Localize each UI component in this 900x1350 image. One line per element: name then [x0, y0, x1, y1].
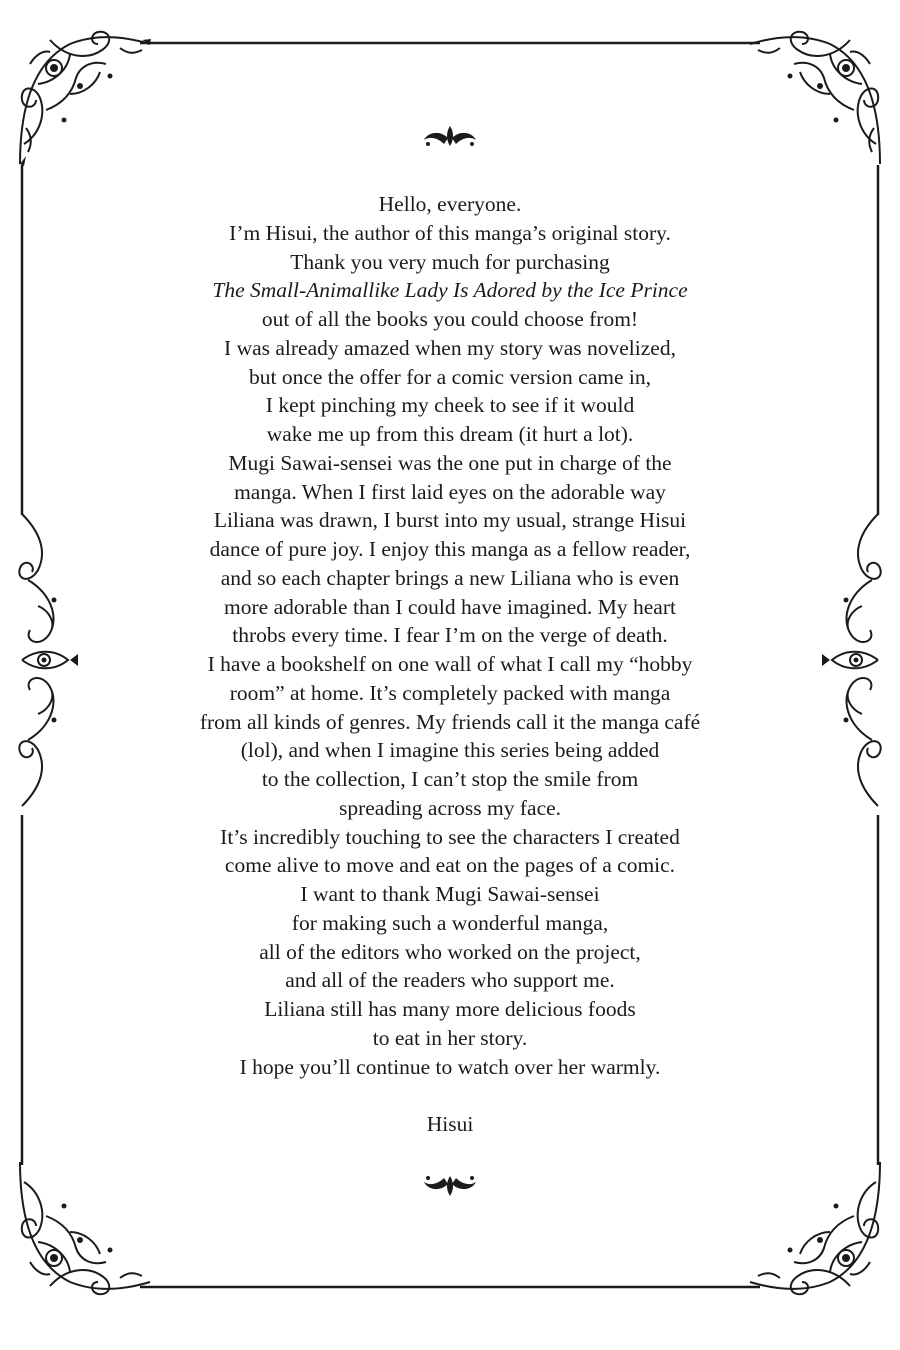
ornate-corner-icon — [740, 24, 890, 174]
letter-line: come alive to move and eat on the pages of a comic. — [224, 853, 676, 878]
letter-line: I kept pinching my cheek to see if it would — [265, 393, 635, 418]
letter-line: dance of pure joy. I enjoy this manga as a fellow reader, — [209, 537, 691, 561]
fleuron-icon — [420, 122, 480, 152]
letter-line: spreading across my face. — [338, 795, 562, 820]
letter-line: It’s incredibly touching to see the characters I created — [220, 824, 680, 849]
letter-line: to eat in her story. — [372, 1025, 528, 1050]
letter-line: wake me up from this dream (it hurt a lot). — [266, 422, 634, 446]
letter-line: I’m Hisui, the author of this manga’s original story. — [229, 220, 671, 245]
ornate-corner-icon — [10, 24, 160, 174]
letter-line: Liliana still has many more delicious foods — [264, 997, 636, 1021]
letter-line: Thank you very much for purchasing — [290, 249, 610, 274]
ornate-side-flourish-icon — [8, 510, 78, 810]
letter-line: and so each chapter brings a new Liliana who is even — [220, 565, 680, 590]
letter-line: I hope you’ll continue to watch over her warmly. — [239, 1054, 661, 1079]
letter-line: and all of the readers who support me. — [285, 968, 615, 993]
book-title: The Small-Animallike Lady Is Adored by the Ice Prince — [212, 278, 688, 303]
letter-line: for making such a wonderful manga, — [291, 910, 609, 935]
letter-line: out of all the books you could choose from! — [261, 307, 639, 331]
letter-line: I want to thank Mugi Sawai-sensei — [300, 882, 600, 906]
afterword-letter — [120, 190, 780, 1081]
letter-line: I have a bookshelf on one wall of what I call my “hobby — [207, 652, 693, 676]
letter-line: to the collection, I can’t stop the smile from — [261, 767, 639, 791]
letter-line: but once the offer for a comic version came in, — [249, 364, 651, 389]
ornate-corner-icon — [10, 1152, 160, 1302]
letter-line: from all kinds of genres. My friends call it the manga café — [199, 709, 701, 734]
ornate-corner-icon — [740, 1152, 890, 1302]
ornate-side-flourish-icon — [822, 510, 892, 810]
letter-line: Hello, everyone. — [378, 192, 522, 216]
letter-line: Mugi Sawai-sensei was the one put in charge of the — [228, 450, 672, 475]
fleuron-icon — [420, 1170, 480, 1200]
letter-line: throbs every time. I fear I’m on the verge of death. — [232, 623, 668, 648]
letter-line: manga. When I first laid eyes on the adorable way — [234, 479, 666, 504]
letter-line: (lol), and when I imagine this series being added — [240, 738, 660, 763]
author-signature: Hisui — [426, 1112, 474, 1136]
letter-line: all of the editors who worked on the project, — [259, 939, 641, 964]
letter-line: more adorable than I could have imagined. My heart — [224, 594, 676, 619]
letter-line: Liliana was drawn, I burst into my usual, strange Hisui — [213, 508, 687, 533]
letter-line: room” at home. It’s completely packed with manga — [229, 680, 671, 705]
letter-line: I was already amazed when my story was novelized, — [224, 335, 676, 360]
